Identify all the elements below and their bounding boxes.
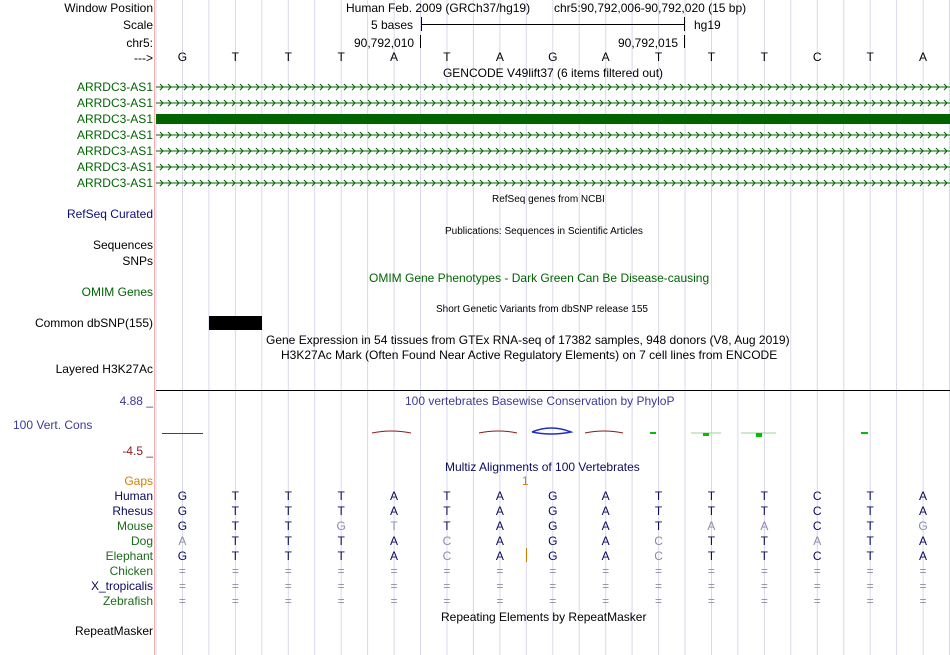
alignment-base: T xyxy=(866,519,874,533)
phylop-bar-5 xyxy=(585,431,623,433)
alignment-base: G xyxy=(177,489,188,503)
alignment-base: = xyxy=(813,579,821,593)
h3k27ac-label[interactable]: Layered H3K27Ac xyxy=(55,362,153,376)
alignment-base: = xyxy=(231,564,239,578)
alignment-base: T xyxy=(231,534,240,548)
alignment-base: = xyxy=(178,564,186,578)
alignment-base: = xyxy=(549,594,557,608)
species-label[interactable]: Mouse xyxy=(116,519,153,533)
alignment-base: = xyxy=(284,579,292,593)
alignment-base: T xyxy=(231,549,240,563)
alignment-base: T xyxy=(443,489,451,503)
snps-label[interactable]: SNPs xyxy=(122,254,153,268)
alignment-base: T xyxy=(337,489,345,503)
gencode-track-label[interactable]: ARRDC3-AS1 xyxy=(76,176,153,190)
alignment-base: = xyxy=(337,579,345,593)
alignment-base: = xyxy=(337,594,345,608)
alignment-base: C xyxy=(442,549,452,563)
dbsnp-title[interactable]: Short Genetic Variants from dbSNP release 155 xyxy=(436,304,648,315)
alignment-base: A xyxy=(601,519,610,533)
scale-bar xyxy=(421,24,684,25)
alignment-base: T xyxy=(443,519,451,533)
dna-base: T xyxy=(707,50,716,64)
repeatmasker-title[interactable]: Repeating Elements by RepeatMasker xyxy=(441,610,647,624)
dna-base: A xyxy=(390,50,399,64)
h3k27ac-baseline xyxy=(156,390,950,391)
alignment-base: T xyxy=(866,549,874,563)
sequences-label[interactable]: Sequences xyxy=(92,238,153,252)
alignment-base: A xyxy=(495,489,504,503)
dna-base: G xyxy=(548,50,558,64)
alignment-base: A xyxy=(495,534,504,548)
label-divider xyxy=(154,0,155,655)
alignment-base: C xyxy=(812,519,822,533)
alignment-base: C xyxy=(812,504,822,518)
h3k27ac-title[interactable]: H3K27Ac Mark (Often Found Near Active Regulatory Elements) on 7 cell lines from ENCODE xyxy=(281,348,778,362)
alignment-base: T xyxy=(231,519,240,533)
dna-base: T xyxy=(231,50,240,64)
alignment-base: A xyxy=(390,489,399,503)
alignment-base: A xyxy=(601,549,610,563)
alignment-base: T xyxy=(654,504,663,518)
alignment-base: A xyxy=(707,519,716,533)
alignment-base: T xyxy=(707,534,716,548)
phylop-bar-4 xyxy=(532,428,571,434)
alignment-base: = xyxy=(760,579,768,593)
scale-label: Scale xyxy=(122,18,153,32)
refseq-label[interactable]: RefSeq Curated xyxy=(66,207,153,221)
gencode-transcript[interactable] xyxy=(156,112,950,126)
phylop-title[interactable]: 100 vertebrates Basewise Conservation by PhyloP xyxy=(405,394,675,408)
alignment-base: = xyxy=(178,579,186,593)
alignment-base: G xyxy=(177,519,188,533)
gencode-transcript[interactable] xyxy=(156,96,950,110)
alignment-base: A xyxy=(919,489,928,503)
alignment-base: G xyxy=(918,519,928,533)
gencode-track-label[interactable]: ARRDC3-AS1 xyxy=(76,96,153,110)
alignment-base: = xyxy=(496,564,504,578)
alignment-base: = xyxy=(919,579,927,593)
species-label[interactable]: Human xyxy=(114,489,153,503)
alignment-base: A xyxy=(919,549,928,563)
assembly-text: Human Feb. 2009 (GRCh37/hg19) xyxy=(346,1,531,15)
alignment-base: T xyxy=(866,489,874,503)
alignment-base: A xyxy=(919,534,928,548)
alignment-base: T xyxy=(337,504,345,518)
dna-base: T xyxy=(654,50,663,64)
alignment-base: = xyxy=(707,564,715,578)
dbsnp-variant-item[interactable] xyxy=(209,316,262,330)
dna-base: C xyxy=(812,50,822,64)
gencode-transcript[interactable] xyxy=(156,128,950,142)
gencode-exon xyxy=(156,114,950,124)
alignment-base: = xyxy=(707,579,715,593)
alignment-base: T xyxy=(284,519,292,533)
elephant-insertion-marker xyxy=(526,548,527,562)
alignment-base: = xyxy=(337,564,345,578)
alignment-base: = xyxy=(496,579,504,593)
alignment-base: = xyxy=(866,564,874,578)
alignment-base: = xyxy=(496,594,504,608)
alignment-base: G xyxy=(548,549,558,563)
phylop-bar-2 xyxy=(372,431,411,433)
phylop-conservation-graph[interactable] xyxy=(156,424,950,442)
multiz-title[interactable]: Multiz Alignments of 100 Vertebrates xyxy=(445,460,640,474)
gencode-track-label[interactable]: ARRDC3-AS1 xyxy=(76,112,153,126)
alignment-base: = xyxy=(919,594,927,608)
gencode-transcript[interactable] xyxy=(156,176,950,190)
gencode-title[interactable]: GENCODE V49lift37 (6 items filtered out) xyxy=(442,66,664,80)
alignment-base: = xyxy=(655,594,663,608)
alignment-base: G xyxy=(177,504,188,518)
gencode-track-label[interactable]: ARRDC3-AS1 xyxy=(76,160,153,174)
alignment-base: T xyxy=(760,549,769,563)
alignment-base: = xyxy=(655,564,663,578)
alignment-base: A xyxy=(601,504,610,518)
tick-mark-1 xyxy=(420,35,421,48)
alignment-base: T xyxy=(337,534,345,548)
phylop-max-label: 4.88 _ xyxy=(119,394,153,408)
refseq-title[interactable]: RefSeq genes from NCBI xyxy=(492,194,605,205)
repeatmasker-label[interactable]: RepeatMasker xyxy=(74,624,153,638)
db-text: hg19 xyxy=(694,18,721,32)
alignment-base: T xyxy=(654,489,663,503)
alignment-base: = xyxy=(231,594,239,608)
alignment-base: A xyxy=(601,534,610,548)
alignment-base: G xyxy=(548,489,558,503)
species-label[interactable]: Elephant xyxy=(105,549,153,563)
alignment-base: = xyxy=(602,564,610,578)
phylop-bar-3 xyxy=(479,431,517,433)
species-label[interactable]: Zebrafish xyxy=(102,594,153,608)
alignment-base: G xyxy=(177,549,188,563)
phylop-bar-10 xyxy=(756,433,762,437)
alignment-base: T xyxy=(284,534,292,548)
alignment-base: A xyxy=(919,504,928,518)
omim-title[interactable]: OMIM Gene Phenotypes - Dark Green Can Be Disease-causing xyxy=(369,271,710,285)
alignment-base: = xyxy=(390,594,398,608)
alignment-base: T xyxy=(284,489,292,503)
alignment-base: T xyxy=(707,549,716,563)
alignment-base: = xyxy=(655,579,663,593)
alignment-base: A xyxy=(760,519,769,533)
gencode-track-label[interactable]: ARRDC3-AS1 xyxy=(76,80,153,94)
alignment-base: T xyxy=(231,489,240,503)
alignment-base: = xyxy=(443,579,451,593)
alignment-base: A xyxy=(390,534,399,548)
alignment-base: T xyxy=(284,549,292,563)
tick-label-2: 90,792,015 xyxy=(618,36,679,50)
scale-bar-right-cap xyxy=(684,17,685,31)
alignment-base: C xyxy=(812,489,822,503)
alignment-base: A xyxy=(178,534,187,548)
alignment-base: = xyxy=(390,579,398,593)
species-label[interactable]: X_tropicalis xyxy=(90,579,153,593)
alignment-base: T xyxy=(760,504,769,518)
alignment-base: = xyxy=(760,594,768,608)
alignment-base: A xyxy=(495,504,504,518)
alignment-base: T xyxy=(654,519,663,533)
species-label[interactable]: Rhesus xyxy=(112,504,153,518)
gencode-track-label[interactable]: ARRDC3-AS1 xyxy=(76,144,153,158)
alignment-base: = xyxy=(866,594,874,608)
alignment-base: G xyxy=(548,504,558,518)
alignment-base: = xyxy=(284,564,292,578)
publications-title[interactable]: Publications: Sequences in Scientific Articles xyxy=(445,226,643,237)
dna-base: T xyxy=(443,50,451,64)
alignment-base: = xyxy=(231,579,239,593)
dna-base: T xyxy=(866,50,874,64)
alignment-base: T xyxy=(760,489,769,503)
alignment-base: A xyxy=(390,504,399,518)
gencode-transcript[interactable] xyxy=(156,144,950,158)
alignment-base: C xyxy=(654,534,663,548)
gencode-transcript[interactable] xyxy=(156,160,950,174)
alignment-base: T xyxy=(866,504,874,518)
position-text[interactable]: chr5:90,792,006-90,792,020 (15 bp) xyxy=(554,1,747,15)
alignment-base: T xyxy=(337,549,345,563)
dna-base: A xyxy=(601,50,610,64)
alignment-base: = xyxy=(602,579,610,593)
alignment-base: A xyxy=(495,549,504,563)
species-label[interactable]: Dog xyxy=(130,534,153,548)
alignment-base: T xyxy=(231,504,240,518)
alignment-base: = xyxy=(866,579,874,593)
alignment-base: = xyxy=(549,564,557,578)
gaps-label[interactable]: Gaps xyxy=(124,474,153,488)
gap-count: 1 xyxy=(522,474,529,488)
alignment-base: T xyxy=(443,504,451,518)
alignment-base: C xyxy=(654,549,663,563)
alignment-base: G xyxy=(548,519,558,533)
tick-mark-2 xyxy=(684,35,685,48)
alignment-base: = xyxy=(602,594,610,608)
alignment-base: C xyxy=(442,534,452,548)
phylop-label[interactable]: 100 Vert. Cons xyxy=(13,418,93,432)
alignment-base: G xyxy=(336,519,346,533)
alignment-base: A xyxy=(813,534,822,548)
alignment-base: T xyxy=(284,504,292,518)
strand-label: ---> xyxy=(134,51,153,65)
alignment-base: A xyxy=(390,549,399,563)
gencode-track-label[interactable]: ARRDC3-AS1 xyxy=(76,128,153,142)
gencode-transcript[interactable] xyxy=(156,80,950,94)
alignment-base: = xyxy=(813,564,821,578)
alignment-base: = xyxy=(919,564,927,578)
dna-base: T xyxy=(337,50,345,64)
alignment-base: C xyxy=(812,549,822,563)
dna-base: T xyxy=(284,50,292,64)
dna-base: G xyxy=(177,50,188,64)
alignment-base: = xyxy=(284,594,292,608)
alignment-base: T xyxy=(707,504,716,518)
alignment-base: = xyxy=(549,579,557,593)
phylop-bar-8 xyxy=(703,433,709,436)
alignment-base: G xyxy=(548,534,558,548)
tick-label-1: 90,792,010 xyxy=(354,36,415,50)
species-label[interactable]: Chicken xyxy=(109,564,153,578)
gtex-title[interactable]: Gene Expression in 54 tissues from GTEx RNA-seq of 17382 samples, 948 donors (V8, Aug 2019) xyxy=(266,333,790,347)
window-position-label: Window Position xyxy=(64,1,153,15)
omim-label[interactable]: OMIM Genes xyxy=(81,285,153,299)
alignment-base: = xyxy=(760,564,768,578)
alignment-base: A xyxy=(495,519,504,533)
alignment-base: = xyxy=(443,594,451,608)
alignment-base: = xyxy=(443,564,451,578)
dbsnp-label[interactable]: Common dbSNP(155) xyxy=(34,316,153,330)
phylop-min-label: -4.5 _ xyxy=(122,444,153,458)
alignment-base: T xyxy=(760,534,769,548)
dna-base: T xyxy=(760,50,769,64)
alignment-base: T xyxy=(707,489,716,503)
dna-base: A xyxy=(919,50,928,64)
scale-bar-text: 5 bases xyxy=(371,18,414,32)
alignment-base: T xyxy=(866,534,874,548)
alignment-base: A xyxy=(601,489,610,503)
scale-bar-left-cap xyxy=(421,17,422,31)
alignment-base: = xyxy=(707,594,715,608)
alignment-base: = xyxy=(390,564,398,578)
alignment-base: = xyxy=(178,594,186,608)
chrom-label: chr5: xyxy=(126,36,153,50)
alignment-base: = xyxy=(813,594,821,608)
alignment-base: T xyxy=(390,519,398,533)
dna-base: A xyxy=(495,50,504,64)
